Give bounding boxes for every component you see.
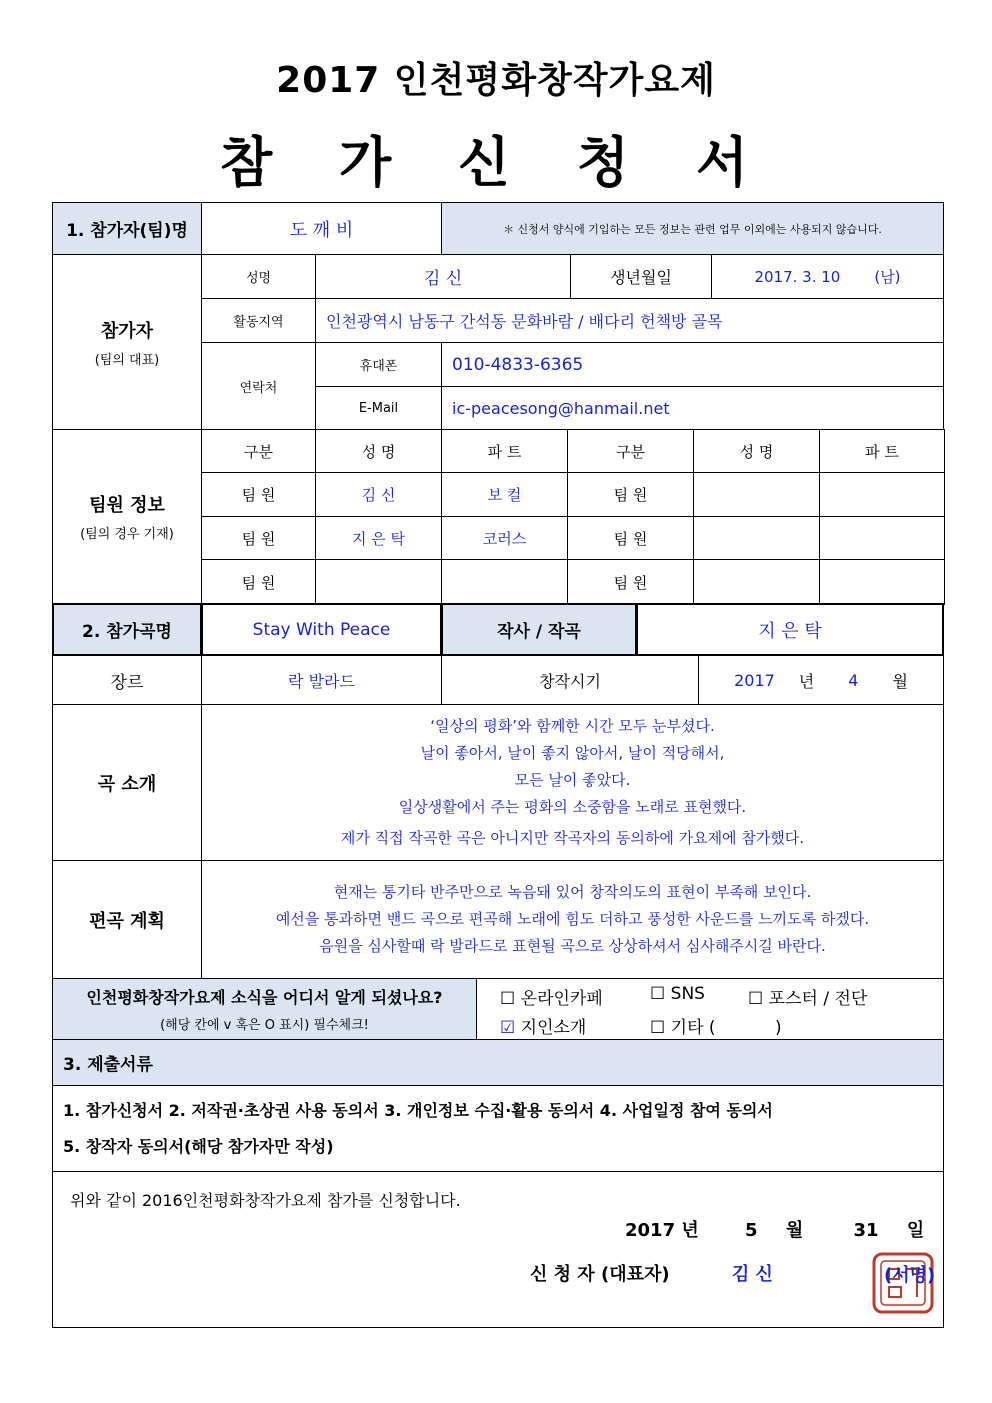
team-role-label: 팀 원	[567, 516, 694, 560]
arrange-label: 편곡 계획	[52, 860, 202, 979]
application-statement: 위와 같이 2016인천평화창작가요제 참가를 신청합니다.	[70, 1191, 461, 1210]
applicant-row	[530, 1260, 773, 1286]
song-field[interactable]: Stay With Peace	[201, 603, 442, 656]
team-col-header: 성 명	[693, 429, 820, 473]
birth-field[interactable]	[711, 254, 944, 299]
option-label: 지인소개	[520, 1018, 587, 1038]
date-day: 31	[853, 1220, 879, 1241]
phone-field[interactable]: 010-4833-6365	[441, 342, 944, 387]
name-field[interactable]: 김 신	[315, 254, 571, 299]
period-field[interactable]	[698, 655, 944, 705]
month-unit: 월	[892, 671, 908, 691]
team-role-label: 팀 원	[567, 472, 694, 517]
team-col-header: 파 트	[441, 429, 568, 473]
gender: (남)	[874, 268, 901, 286]
date-year: 2017 년	[625, 1220, 699, 1241]
day-unit: 일	[906, 1220, 925, 1241]
intro-line: ‘일상의 평화’와 함께한 시간 모두 눈부셨다.	[430, 717, 715, 735]
team-cell[interactable]: 보 컬	[441, 472, 568, 517]
option-label: SNS	[670, 984, 705, 1004]
option-sns[interactable]	[650, 984, 705, 1004]
email-field[interactable]: ic-peacesong@hanmail.net	[441, 386, 944, 430]
form-subtitle: 2017 인천평화창작가요제	[276, 60, 716, 101]
option-label: 포스터 / 전단	[768, 989, 868, 1009]
team-cell[interactable]: 지 은 탁	[315, 516, 442, 560]
documents-line: 5. 창작자 동의서(해당 참가자만 작성)	[63, 1136, 334, 1156]
documents-list	[52, 1085, 944, 1172]
birth-label: 생년월일	[570, 254, 712, 299]
applicant-name[interactable]: 김 신	[731, 1264, 773, 1285]
signature-label[interactable]: (서명)	[884, 1265, 936, 1286]
team-role-label: 팀 원	[567, 559, 694, 605]
team-cell[interactable]	[819, 472, 945, 517]
checkbox-icon: ☐	[748, 989, 764, 1009]
option-label: 기타 ( )	[670, 1018, 782, 1038]
writer-field[interactable]: 지 은 탁	[636, 603, 944, 656]
song-label: 2. 참가곡명	[52, 603, 202, 656]
option-referral[interactable]	[500, 1013, 586, 1038]
option-other[interactable]	[650, 1013, 782, 1038]
team-col-header: 파 트	[819, 429, 945, 473]
participant-label-cell	[52, 254, 202, 430]
arrange-field[interactable]	[201, 860, 944, 979]
option-poster[interactable]	[748, 984, 867, 1009]
intro-line: 모든 날이 좋았다.	[514, 771, 631, 789]
team-role-label: 팀 원	[201, 559, 316, 605]
participant-label: 참가자	[100, 320, 154, 342]
contact-label: 연락처	[201, 342, 316, 430]
team-cell[interactable]	[819, 559, 945, 605]
option-online-cafe[interactable]	[500, 984, 603, 1009]
birth-date: 2017. 3. 10	[754, 267, 841, 286]
area-field[interactable]: 인천광역시 남동구 간석동 문화바람 / 배다리 헌책방 골목	[315, 298, 944, 343]
intro-field[interactable]	[201, 704, 944, 861]
year-unit: 년	[798, 671, 815, 691]
intro-line: 일상생활에서 주는 평화의 소중함을 노래로 표현했다.	[398, 798, 747, 816]
team-col-header: 구분	[567, 429, 694, 473]
genre-label: 장르	[52, 655, 202, 705]
team-role-label: 팀 원	[201, 516, 316, 560]
checkbox-icon: ☐	[650, 984, 666, 1004]
survey-hint: (해당 칸에 v 혹은 O 표시) 필수체크!	[160, 1018, 369, 1033]
documents-line: 1. 참가신청서 2. 저작권·초상권 사용 동의서 3. 개인정보 수집·활용 동의서 4. 사업일정 참여 동의서	[63, 1100, 773, 1120]
documents-label: 3. 제출서류	[52, 1039, 944, 1086]
survey-question: 인천평화창작가요제 소식을 어디서 알게 되셨나요?	[86, 988, 443, 1007]
survey-question-cell	[52, 978, 477, 1040]
email-label: E-Mail	[315, 386, 442, 430]
checkbox-icon: ☐	[650, 1018, 666, 1038]
team-name-field[interactable]: 도 깨 비	[201, 202, 442, 255]
team-cell[interactable]: 김 신	[315, 472, 442, 517]
applicant-label: 신 청 자 (대표자)	[530, 1264, 670, 1285]
team-label: 팀원 정보	[89, 495, 165, 516]
team-cell[interactable]	[693, 516, 820, 560]
option-label: 온라인카페	[520, 989, 603, 1009]
arrange-line: 현재는 통기타 반주만으로 녹음돼 있어 창작의도의 표현이 부족해 보인다.	[333, 883, 812, 901]
period-year: 2017	[734, 670, 775, 690]
intro-label: 곡 소개	[52, 704, 202, 861]
arrange-line: 음원을 심사할때 락 발라드로 표현될 곡으로 상상하셔서 심사해주시길 바란다.	[319, 937, 826, 955]
intro-line: 날이 좋아서, 날이 좋지 않아서, 날이 적당해서,	[420, 744, 725, 762]
checkbox-icon: ☐	[500, 989, 516, 1009]
team-cell[interactable]	[315, 559, 442, 605]
team-cell[interactable]	[693, 559, 820, 605]
team-cell[interactable]: 코러스	[441, 516, 568, 560]
team-sublabel: (팀의 경우 기재)	[80, 527, 174, 542]
date-month: 5	[745, 1220, 758, 1241]
period-month: 4	[848, 670, 859, 690]
participant-sublabel: (팀의 대표)	[94, 352, 160, 368]
intro-line: 제가 직접 작곡한 곡은 아니지만 작곡자의 동의하에 가요제에 참가했다.	[340, 829, 805, 847]
team-cell[interactable]	[819, 516, 945, 560]
team-name-label: 1. 참가자(팀)명	[52, 202, 202, 255]
team-role-label: 팀 원	[201, 472, 316, 517]
writer-label: 작사 / 작곡	[441, 603, 637, 656]
period-label: 창작시기	[441, 655, 699, 705]
arrange-line: 예선을 통과하면 밴드 곡으로 편곡해 노래에 힘도 더하고 풍성한 사운드를 느끼도록 하겠다.	[275, 910, 870, 928]
form-title: 참 가 신 청 서	[219, 131, 773, 194]
area-label: 활동지역	[201, 298, 316, 343]
team-cell[interactable]	[693, 472, 820, 517]
application-date	[625, 1216, 924, 1242]
team-cell[interactable]	[441, 559, 568, 605]
phone-label: 휴대폰	[315, 342, 442, 387]
privacy-note: ＊ 신청서 양식에 기입하는 모든 정보는 관련 업무 이외에는 사용되지 않습니다.	[441, 202, 944, 255]
checked-checkbox-icon: ☑	[500, 1018, 516, 1038]
team-col-header: 구분	[201, 429, 316, 473]
genre-field[interactable]: 락 발라드	[201, 655, 442, 705]
team-label-cell	[52, 429, 202, 604]
name-label: 성명	[201, 254, 316, 299]
month-unit: 월	[785, 1220, 804, 1241]
team-col-header: 성 명	[315, 429, 442, 473]
